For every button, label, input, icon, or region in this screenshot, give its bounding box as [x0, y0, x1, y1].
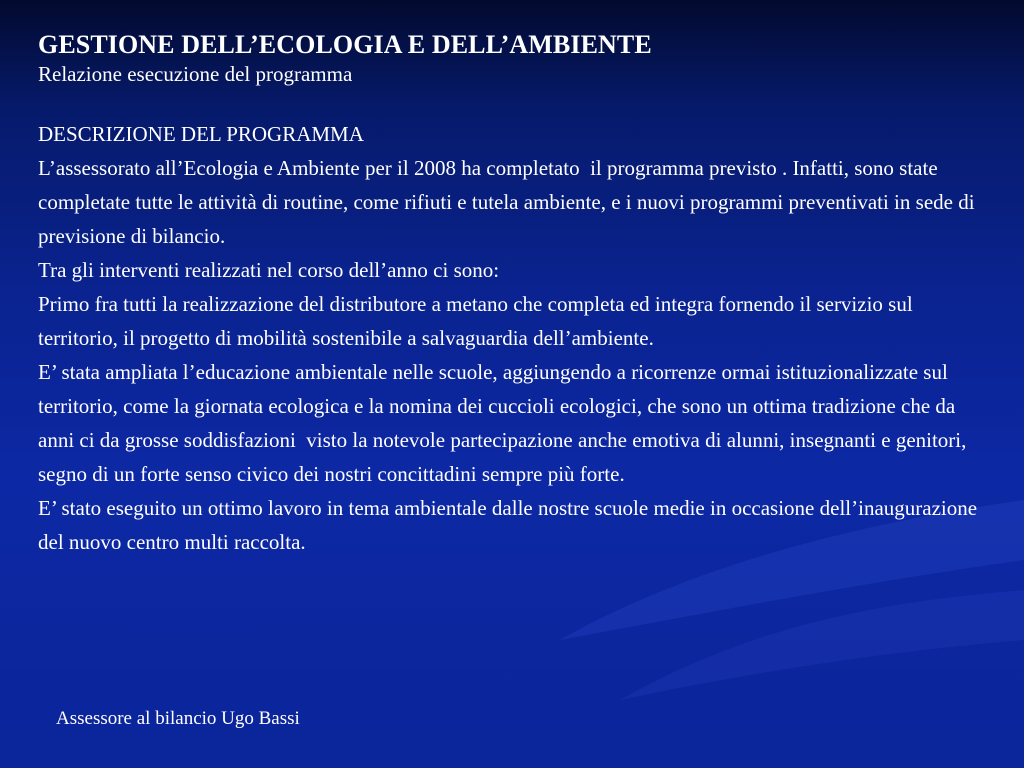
paragraph-interventions-intro: Tra gli interventi realizzati nel corso dell’anno ci sono:	[38, 258, 500, 282]
slide-content	[38, 30, 983, 559]
section-heading: DESCRIZIONE DEL PROGRAMMA	[38, 122, 364, 146]
paragraph-completion: L’assessorato all’Ecologia e Ambiente per il 2008 ha completato il programma previsto . Infatti, sono state completate tutte le attività di routine, come rifiuti e tutela ambiente, e i nuovi programmi preventivati in sede di previsione di bilancio.	[38, 156, 980, 248]
paragraph-middle-schools: E’ stato eseguito un ottimo lavoro in tema ambientale dalle nostre scuole medie in occasione dell’inaugurazione del nuovo centro multi raccolta.	[38, 496, 983, 554]
program-description	[38, 151, 983, 559]
spacer	[38, 88, 978, 117]
paragraph-environmental-education: E’ stata ampliata l’educazione ambientale nelle scuole, aggiungendo a ricorrenze ormai istituzionalizzate sul territorio, come la giornata ecologica e la nomina dei cuccioli ecologici, che sono un ottima tradizione che da anni ci da grosse soddisfazioni visto la notevole partecipazione anche emotiva di alunni, insegnanti e genitori, segno di un forte senso civico dei nostri concittadini sempre più forte.	[38, 360, 972, 486]
slide-title: GESTIONE DELL’ECOLOGIA E DELL’AMBIENTE	[38, 30, 652, 59]
signature: Assessore al bilancio Ugo Bassi	[56, 708, 300, 729]
slide-subtitle: Relazione esecuzione del programma	[38, 62, 353, 86]
paragraph-methane-station: Primo fra tutti la realizzazione del distributore a metano che completa ed integra fornendo il servizio sul territorio, il progetto di mobilità sostenibile a salvaguardia dell’ambiente.	[38, 292, 918, 350]
